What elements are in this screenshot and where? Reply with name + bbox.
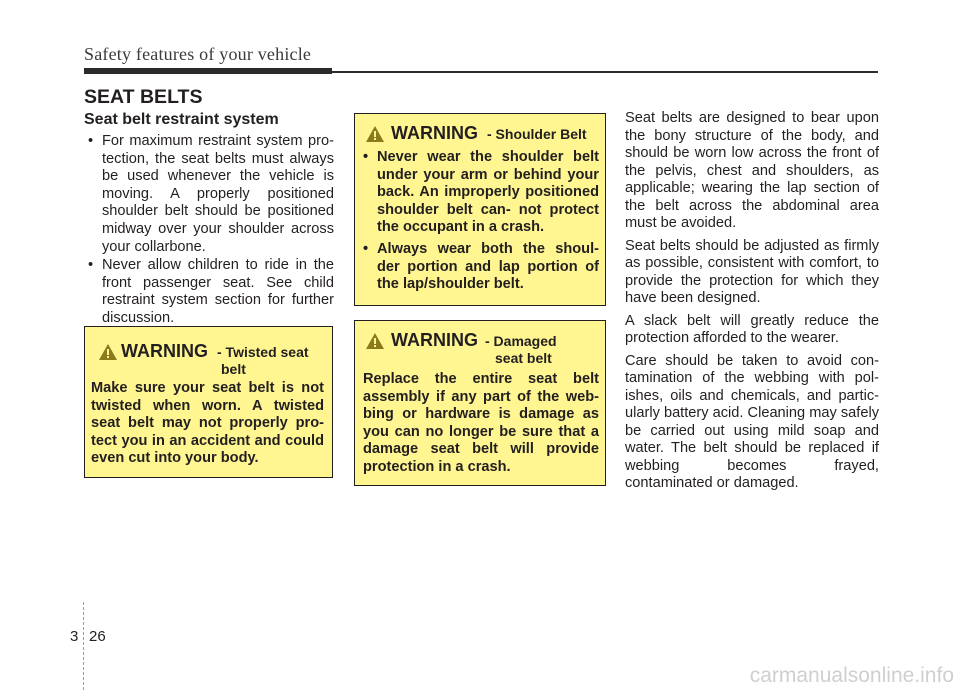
warning-subtitle: - Shoulder Belt	[487, 126, 587, 142]
list-item	[86, 133, 334, 256]
bullet-dot: •	[363, 240, 369, 257]
header-rule-thick	[84, 68, 332, 74]
warning-subtitle-cont: belt	[221, 361, 246, 377]
warning-subtitle: - Twisted seat	[217, 344, 309, 360]
subheading: Seat belt restraint system	[84, 111, 279, 128]
right-column-text	[625, 110, 879, 498]
warning-subtitle-cont: seat belt	[495, 350, 552, 366]
bullet-dot: •	[363, 149, 369, 165]
bullet-dot: •	[88, 257, 94, 274]
warning-body: Replace the entire seat belt assembly if any part of the web- bing or hardware is damage as you can no longer be sure that a damage seat belt will provide protection in a crash.	[363, 371, 599, 475]
warning-triangle-icon	[99, 344, 117, 360]
left-bullet-list	[86, 133, 334, 329]
warning-label: WARNING	[121, 341, 208, 361]
bullet-text: Never allow children to ride in the front passenger seat. See child restraint system section for further discussion.	[102, 257, 334, 326]
warning-box-damaged-belt	[354, 320, 606, 486]
page-number: 26	[89, 628, 106, 645]
paragraph: Seat belts are designed to bear upon the bony structure of the body, and should be worn low across the front of the pelvis, chest and shoulders, as applicable; wearing the lap section of the belt across the abdominal area must be avoided.	[625, 110, 879, 231]
list-item	[363, 149, 599, 237]
paragraph: Care should be taken to avoid con- tamination of the webbing with pol- ishes, oils and chemicals, and partic- ularly battery acid. Cleaning may safely be carried out using mild soap and water. The belt should be replaced if webbing becomes frayed, contaminated or damaged.	[625, 352, 879, 491]
warning-body	[363, 149, 599, 298]
bullet-dot: •	[88, 133, 94, 149]
chapter-number: 3	[70, 628, 79, 645]
list-item	[363, 241, 599, 294]
paragraph: A slack belt will greatly reduce the protection afforded to the wearer.	[625, 312, 879, 346]
warning-item-text: Never wear the shoulder belt under your arm or behind your back. An improperly positioned shoulder belt can- not protect the occupant in a crash.	[377, 149, 599, 236]
header-rule-thin	[332, 71, 878, 73]
section-title: SEAT BELTS	[84, 86, 203, 108]
footer-divider	[83, 602, 84, 690]
bullet-text: For maximum restraint system pro- tection, the seat belts must always be used whenever the vehicle is moving. A properly positioned shoulder belt should be positioned midway over your shoulder across your collarbone.	[102, 133, 334, 255]
warning-triangle-icon	[366, 126, 384, 142]
warning-body: Make sure your seat belt is not twisted when worn. A twisted seat belt may not properly pro- tect you in an accident and could even cut into your body.	[91, 380, 324, 467]
warning-box-shoulder-belt	[354, 113, 606, 306]
warning-triangle-icon	[366, 333, 384, 349]
warning-box-twisted-belt	[84, 326, 333, 478]
warning-item-text: Always wear both the shoul- der portion and lap portion of the lap/shoulder belt.	[377, 240, 599, 293]
watermark: carmanualsonline.info	[749, 664, 954, 687]
page-header-title: Safety features of your vehicle	[84, 44, 312, 64]
warning-label: WARNING	[391, 123, 478, 143]
warning-label: WARNING	[391, 330, 478, 350]
list-item	[86, 257, 334, 327]
paragraph: Seat belts should be adjusted as firmly as possible, consistent with comfort, to provide the protection for which they have been designed.	[625, 237, 879, 306]
warning-subtitle: - Damaged	[485, 333, 557, 349]
